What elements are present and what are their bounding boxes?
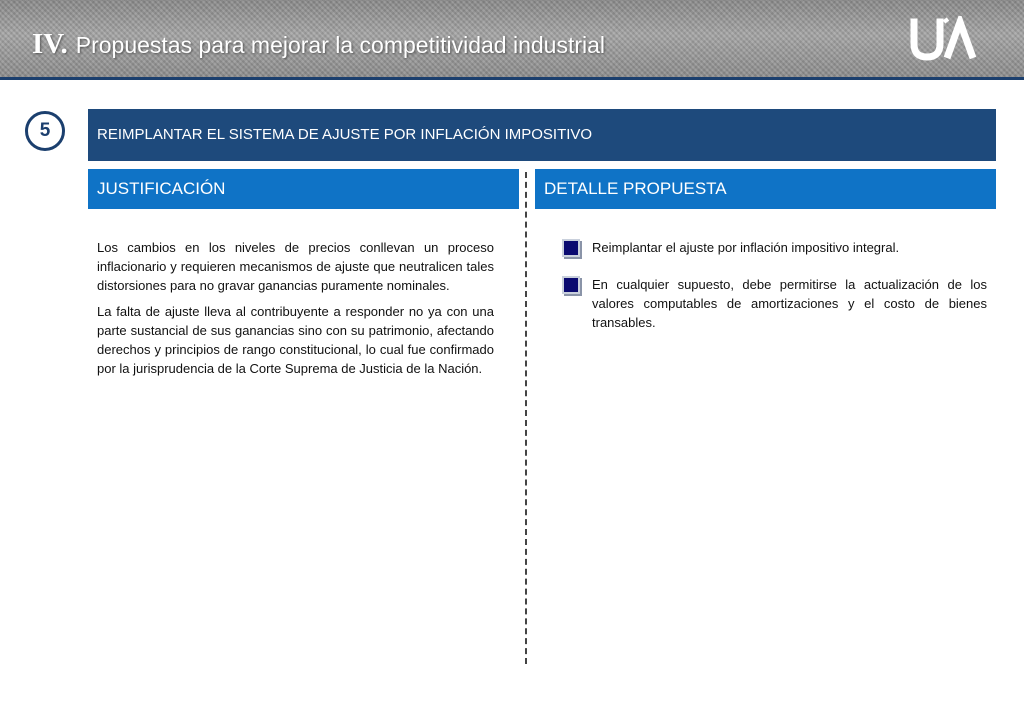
detalle-list <box>562 238 987 350</box>
header-title <box>32 28 605 61</box>
justificacion-body <box>97 238 494 385</box>
justificacion-heading: JUSTIFICACIÓN <box>88 169 519 209</box>
detalle-list-item <box>562 238 987 257</box>
proposal-title-bar: REIMPLANTAR EL SISTEMA DE AJUSTE POR INFLACIÓN IMPOSITIVO <box>88 109 996 161</box>
slide-header <box>0 0 1024 80</box>
uia-logo-icon <box>910 16 976 62</box>
detalle-item-text: Reimplantar el ajuste por inflación impositivo integral. <box>592 240 900 255</box>
detalle-propuesta-heading: DETALLE PROPUESTA <box>535 169 996 209</box>
column-divider <box>525 172 527 664</box>
detalle-list-item <box>562 275 987 332</box>
square-bullet-icon <box>562 239 580 257</box>
detalle-item-text: En cualquier supuesto, debe permitirse la actualización de los valores computables de amortizaciones y el costo de bienes transables. <box>592 277 987 330</box>
justificacion-paragraph: Los cambios en los niveles de precios conllevan un proceso inflacionario y requieren mecanismos de ajuste que neutralicen tales distorsiones para no gravar ganancias puramente nominales. <box>97 240 494 293</box>
square-bullet-icon <box>562 276 580 294</box>
proposal-number-badge: 5 <box>25 111 65 151</box>
header-title-text: Propuestas para mejorar la competitividad industrial <box>75 32 606 58</box>
justificacion-paragraph: La falta de ajuste lleva al contribuyente a responder no ya con una parte sustancial de sus ganancias sino con su patrimonio, afectando derechos y principios de rango constitucional, lo cual fue confirmado por la jurisprudencia de la Corte Suprema de Justicia de la Nación. <box>97 304 494 376</box>
header-section-number: IV. <box>32 28 68 60</box>
